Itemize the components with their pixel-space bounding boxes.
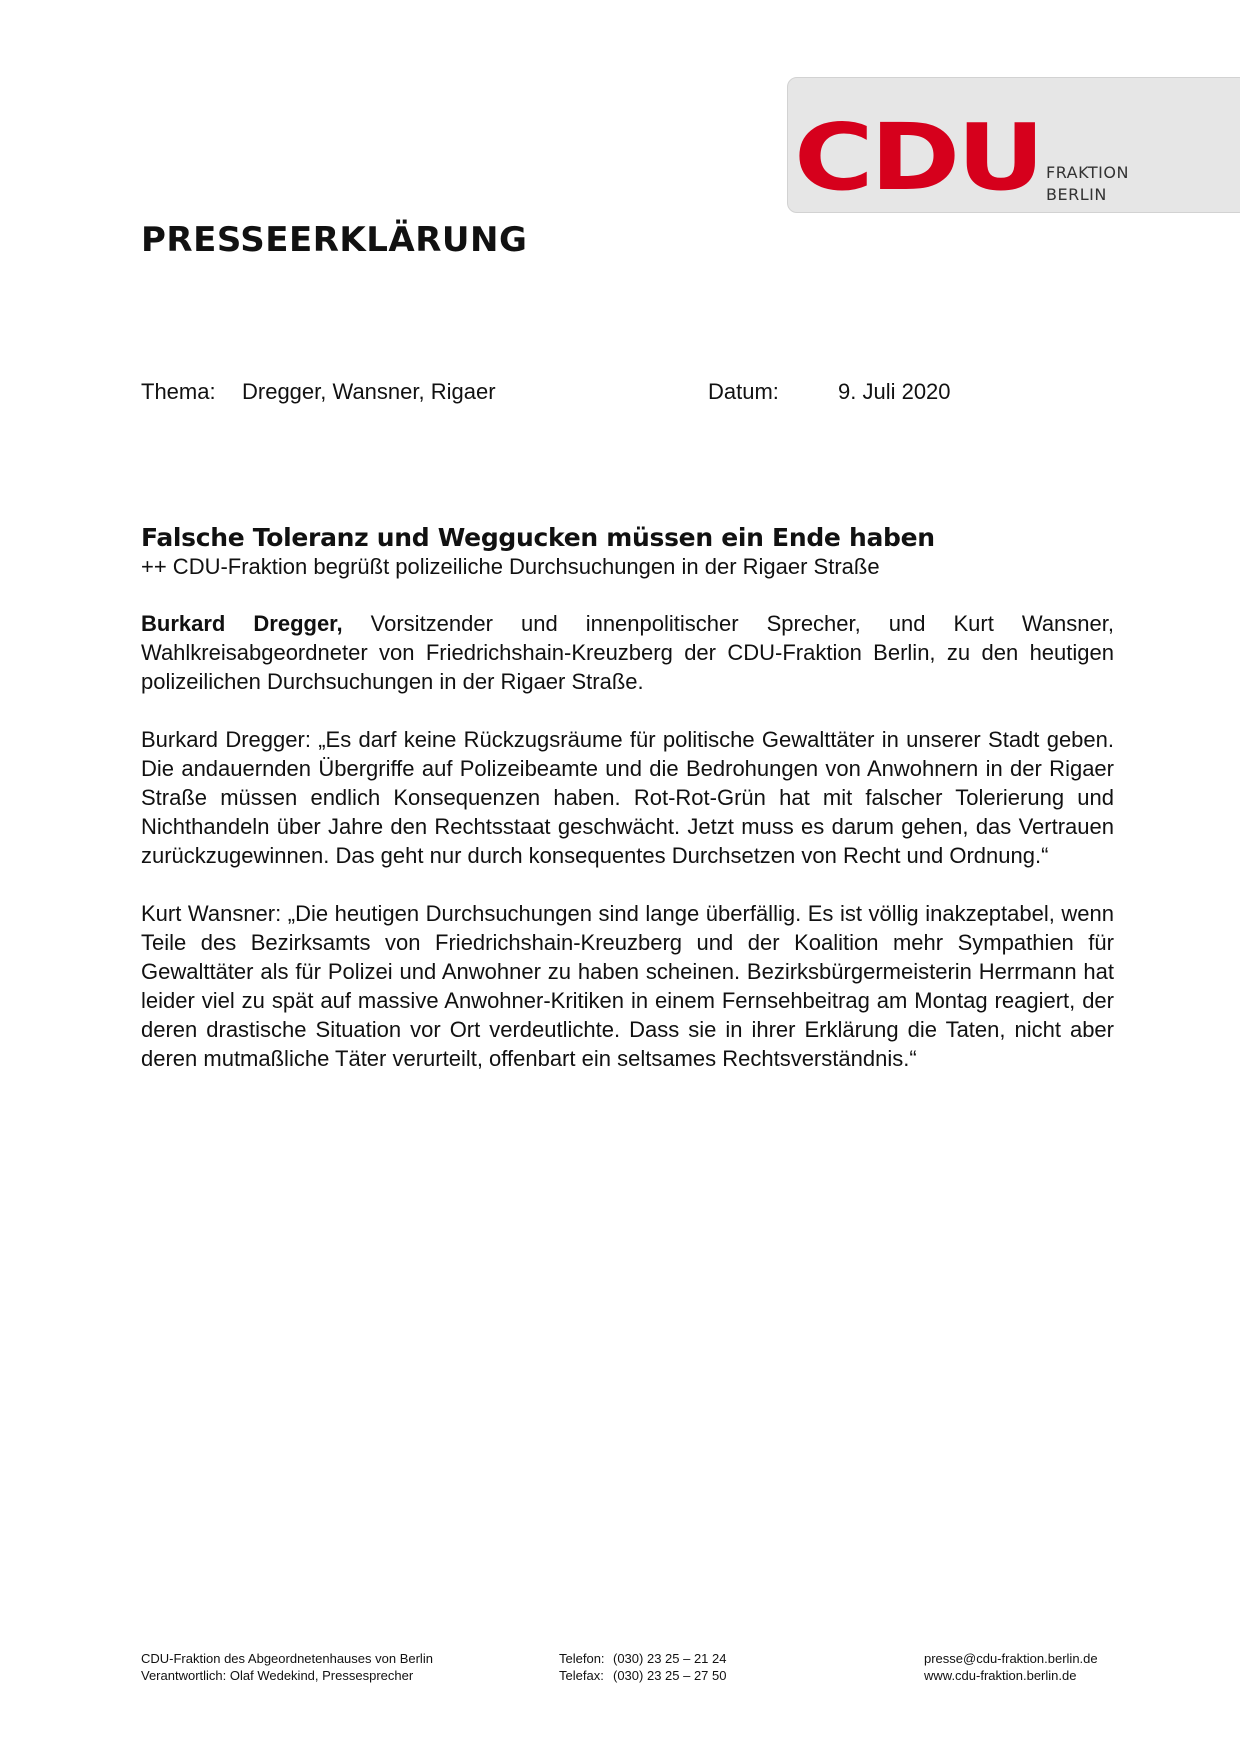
headline: Falsche Toleranz und Weggucken müssen ein Ende haben <box>141 523 935 552</box>
quote-wansner: Kurt Wansner: „Die heutigen Durchsuchungen sind lange überfällig. Es ist völlig inakzeptabel, wenn Teile des Bezirksamts von Friedrichshain-Kreuzberg und der Koalition mehr Sympathien für Gewalttäter als für Polizei und Anwohner zu haben scheinen. Bezirksbürgermeisterin Herrmann hat leider viel zu spät auf massive Anwohner-Kritiken in einem Fernsehbeitrag am Montag reagiert, der deren drastische Situation vor Ort verdeutlichte. Dass sie in ihrer Erklärung die Taten, nicht aber deren mutmaßliche Täter verurteilt, offenbart ein seltsames Rechtsverständnis.“ <box>141 901 1114 1071</box>
intro-text: Vorsitzender und innenpolitischer Sprecher, und Kurt Wansner, Wahlkreisabgeordneter von Friedrichshain-Kreuzberg der CDU-Fraktion Berlin, zu den heutigen polizeilichen Durchsuchungen in der Rigaer Straße. <box>141 611 1114 694</box>
footer-website-link[interactable]: www.cdu-fraktion.berlin.de <box>924 1668 1077 1683</box>
date-value: 9. Juli 2020 <box>838 379 951 404</box>
footer-responsible: Verantwortlich: Olaf Wedekind, Pressesprecher <box>141 1668 414 1683</box>
subheadline: ++ CDU-Fraktion begrüßt polizeiliche Durchsuchungen in der Rigaer Straße <box>141 554 880 579</box>
document-type-title: PRESSEERKLÄRUNG <box>141 220 528 260</box>
topic-label: Thema: <box>141 379 216 404</box>
date-label: Datum: <box>708 379 779 404</box>
footer-fax-value: (030) 23 25 – 27 50 <box>613 1668 727 1683</box>
cdu-logo: CDU <box>794 104 1042 211</box>
footer-online <box>924 1650 1098 1684</box>
article-body <box>141 522 1114 1073</box>
footer-org-name: CDU-Fraktion des Abgeordnetenhauses von Berlin <box>141 1651 433 1666</box>
footer-fax <box>559 1667 726 1684</box>
footer-phone-label: Telefon: <box>559 1651 605 1666</box>
footer-fax-label: Telefax: <box>559 1668 604 1683</box>
logo-subline-berlin: BERLIN <box>1046 185 1107 204</box>
footer-phone <box>559 1650 726 1667</box>
logo-subline <box>1046 162 1129 206</box>
footer-organization <box>141 1650 433 1684</box>
logo-subline-fraktion: FRAKTION <box>1046 163 1129 182</box>
footer-phone-value: (030) 23 25 – 21 24 <box>613 1651 727 1666</box>
intro-speaker-name: Burkard Dregger, <box>141 611 343 636</box>
quote-dregger: Burkard Dregger: „Es darf keine Rückzugsräume für politische Gewalttäter in unserer Stadt geben. Die andauernden Übergriffe auf Polizeibeamte und die Bedrohungen von Anwohnern in der Rigaer Straße müssen endlich Konsequenzen haben. Rot-Rot-Grün hat mit falscher Tolerierung und Nichthandeln über Jahre den Rechtsstaat geschwächt. Jetzt muss es darum gehen, das Vertrauen zurückzugewinnen. Das geht nur durch konsequentes Durchsetzen von Recht und Ordnung.“ <box>141 727 1114 868</box>
footer-contact-numbers <box>559 1650 726 1684</box>
intro-paragraph <box>141 609 1114 696</box>
footer-email-link[interactable]: presse@cdu-fraktion.berlin.de <box>924 1651 1098 1666</box>
topic-value: Dregger, Wansner, Rigaer <box>242 379 496 404</box>
